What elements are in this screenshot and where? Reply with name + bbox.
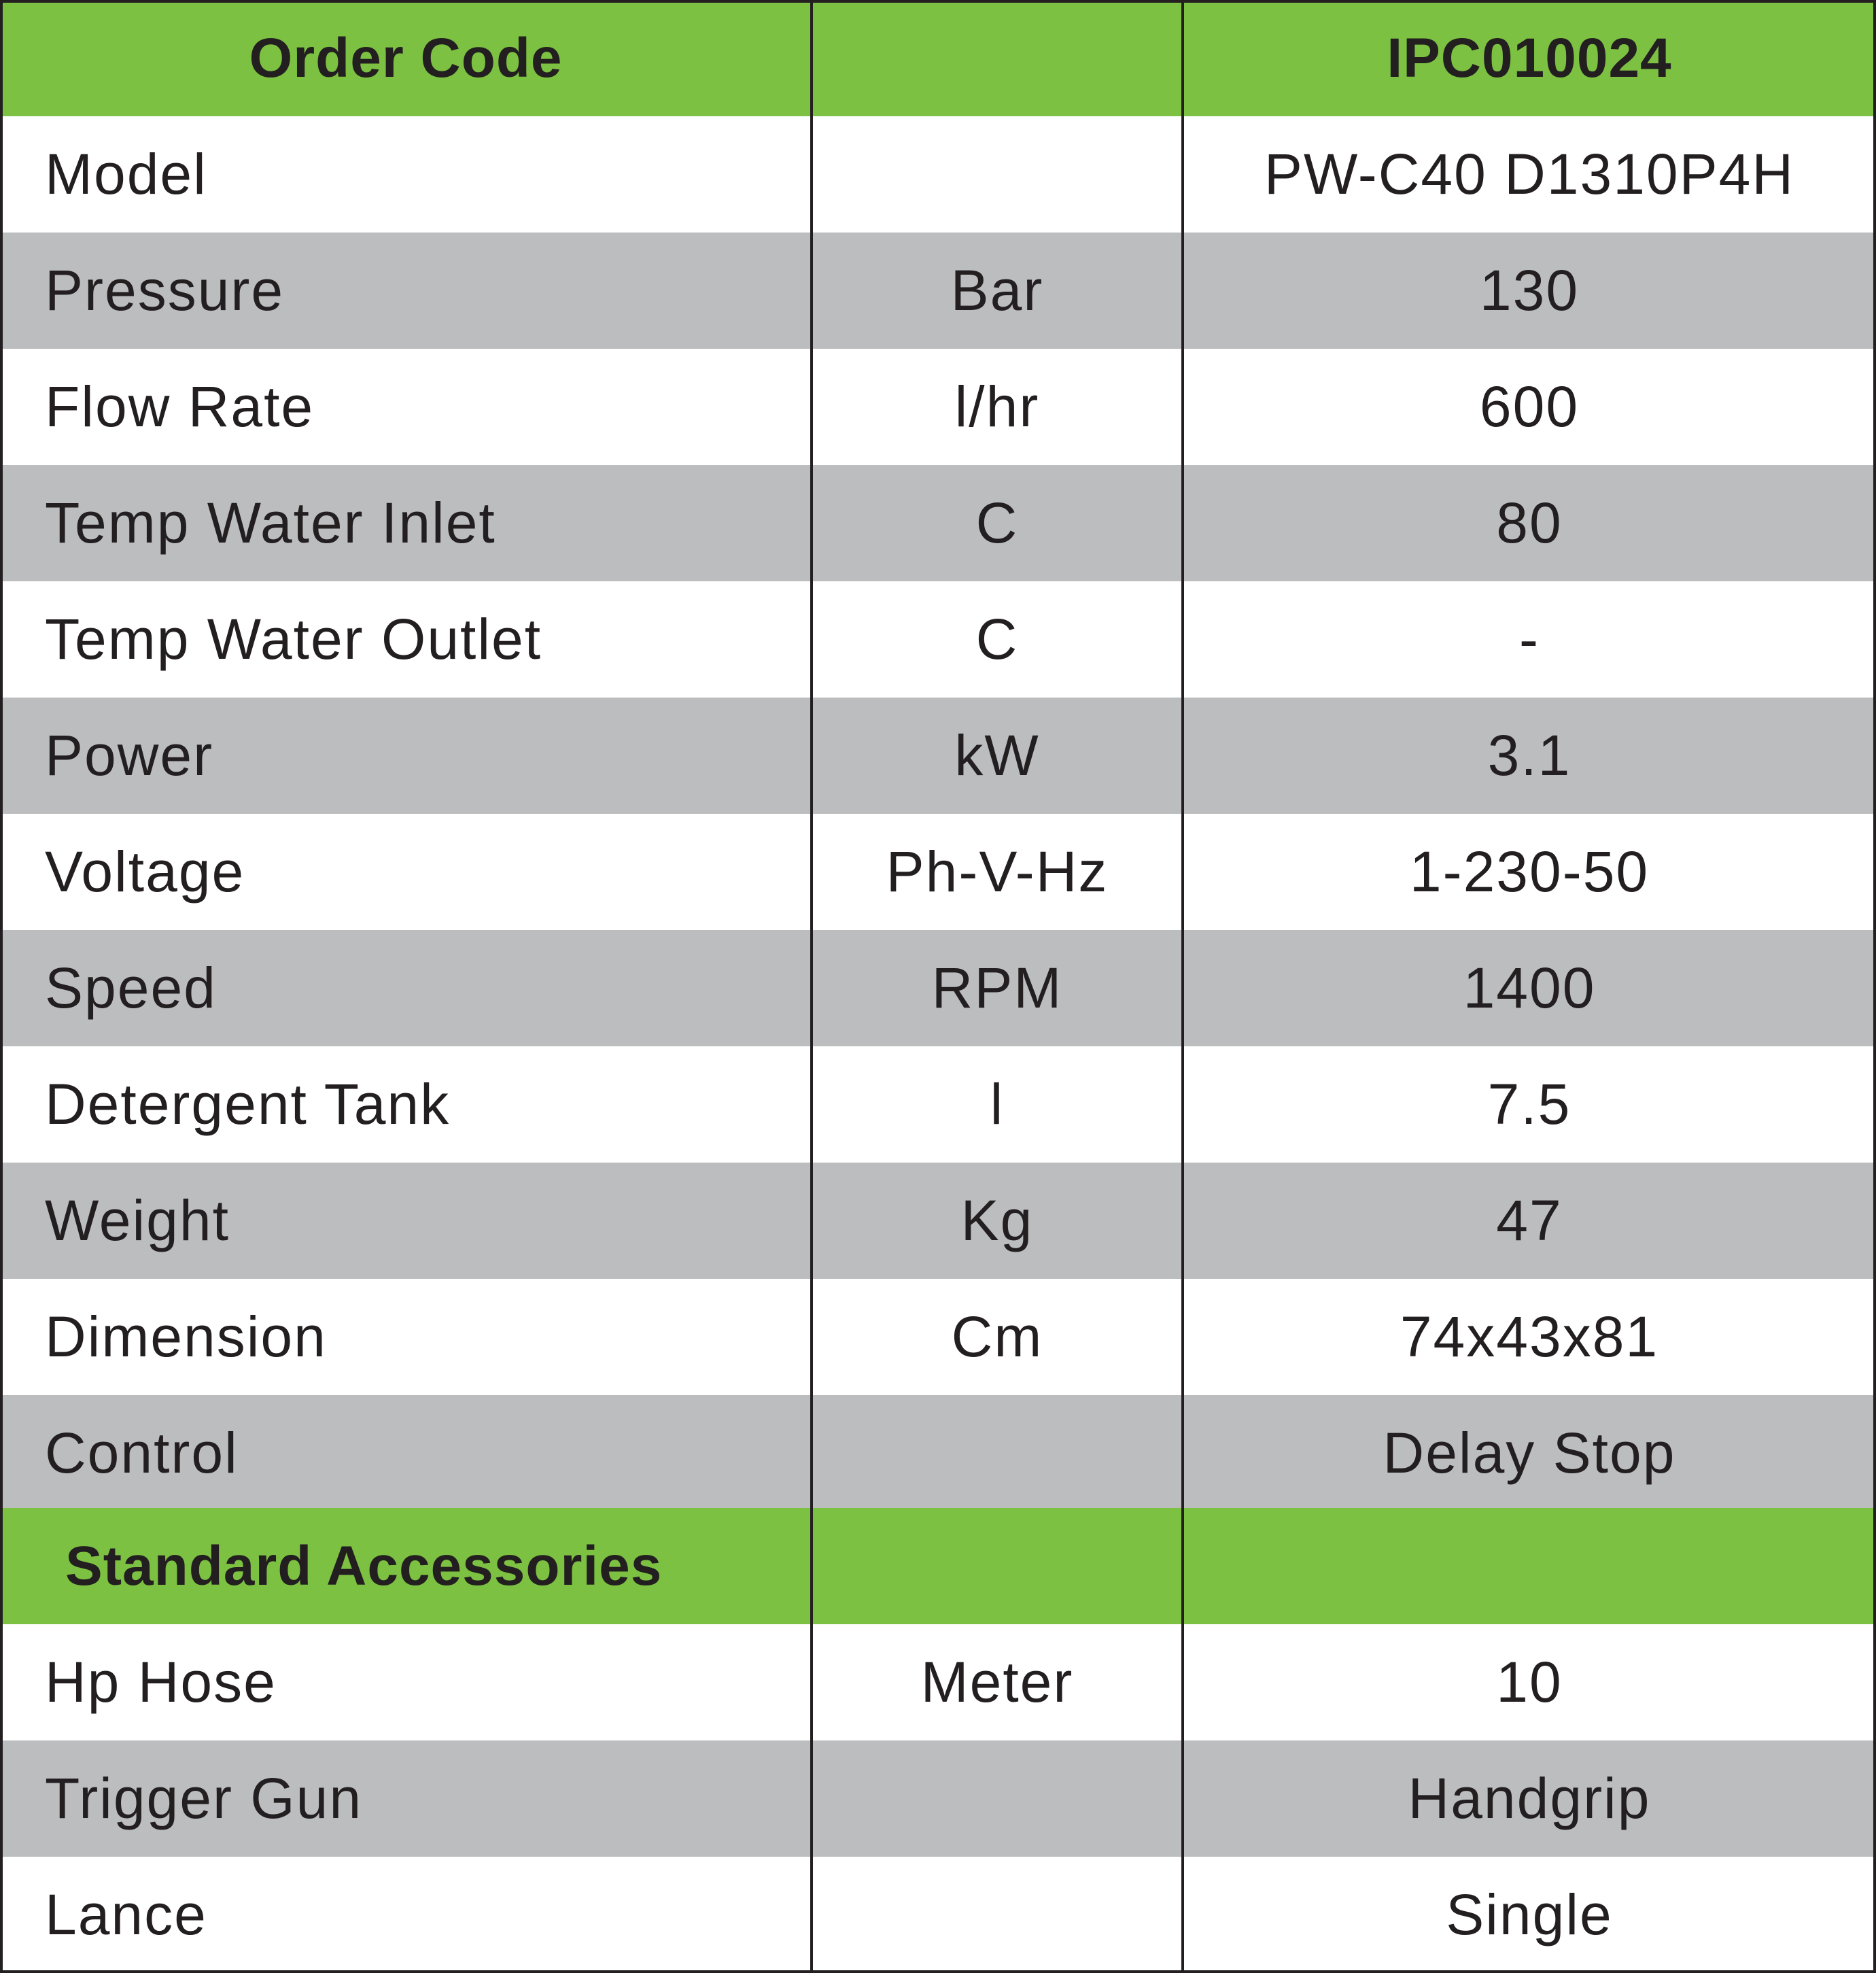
spec-unit: C (975, 607, 1019, 671)
accessory-unit: Meter (920, 1650, 1074, 1714)
spec-value: Delay Stop (1383, 1421, 1676, 1485)
spec-label: Model (45, 142, 207, 206)
table-row-trigger-gun (0, 1740, 1876, 1857)
accessory-unit (812, 1740, 1183, 1857)
table-row-power (0, 698, 1876, 814)
table-row-hp-hose (0, 1624, 1876, 1740)
spec-unit (812, 1395, 1183, 1511)
accessories-section-header (0, 1508, 1876, 1624)
spec-value: 3.1 (1487, 723, 1571, 787)
spec-unit: l/hr (954, 375, 1040, 439)
spec-label: Temp Water Outlet (45, 607, 542, 671)
accessory-value: 10 (1496, 1650, 1563, 1714)
table-border-bottom (0, 1970, 1876, 1973)
spec-label: Speed (45, 956, 217, 1020)
spec-unit: Kg (960, 1188, 1034, 1252)
accessory-value: Handgrip (1408, 1766, 1651, 1830)
table-border-right (1873, 0, 1876, 1973)
spec-unit: Cm (951, 1305, 1043, 1369)
spec-label: Voltage (45, 840, 245, 904)
spec-label: Power (45, 723, 214, 787)
spec-label: Pressure (45, 258, 285, 322)
section-value (1183, 1508, 1876, 1624)
spec-unit: Ph-V-Hz (886, 840, 1109, 904)
spec-value: PW-C40 D1310P4H (1264, 142, 1795, 206)
spec-unit: C (975, 491, 1019, 555)
accessory-unit (812, 1857, 1183, 1973)
order-code-label: Order Code (249, 27, 563, 89)
spec-label: Temp Water Inlet (45, 491, 496, 555)
table-row-lance (0, 1857, 1876, 1973)
table-row-control (0, 1395, 1876, 1511)
spec-label: Flow Rate (45, 375, 315, 439)
spec-value: 74x43x81 (1400, 1305, 1659, 1369)
table-row-temp-water-inlet (0, 465, 1876, 581)
accessory-label: Hp Hose (45, 1650, 277, 1714)
spec-value: - (1519, 607, 1540, 671)
table-row-weight (0, 1163, 1876, 1279)
accessory-label: Lance (45, 1883, 207, 1946)
spec-unit: RPM (931, 956, 1063, 1020)
spec-label: Dimension (45, 1305, 327, 1369)
spec-label: Weight (45, 1188, 230, 1252)
table-header-row (0, 0, 1876, 116)
spec-value: 130 (1479, 258, 1580, 322)
spec-value: 47 (1496, 1188, 1563, 1252)
spec-value: 600 (1479, 375, 1580, 439)
spec-unit: l (990, 1072, 1005, 1136)
column-divider-2 (1181, 0, 1184, 1973)
section-title: Standard Accessories (65, 1534, 663, 1597)
spec-value: 80 (1496, 491, 1563, 555)
order-code-value: IPC010024 (1387, 27, 1672, 89)
table-row-flow-rate (0, 349, 1876, 465)
table-row-dimension (0, 1279, 1876, 1395)
table-row-speed (0, 930, 1876, 1046)
table-row-temp-water-outlet (0, 581, 1876, 698)
spec-label: Detergent Tank (45, 1072, 451, 1136)
spec-value: 1400 (1463, 956, 1596, 1020)
spec-value: 7.5 (1487, 1072, 1571, 1136)
spec-unit: kW (954, 723, 1040, 787)
table-row-model (0, 116, 1876, 233)
table-row-pressure (0, 233, 1876, 349)
table-border-left (0, 0, 3, 1973)
spec-value: 1-230-50 (1409, 840, 1650, 904)
spec-label: Control (45, 1421, 239, 1485)
table-row-voltage (0, 814, 1876, 930)
table-row-detergent-tank (0, 1046, 1876, 1163)
order-code-unit (812, 0, 1183, 116)
column-divider-1 (810, 0, 813, 1973)
spec-unit: Bar (950, 258, 1044, 322)
accessory-label: Trigger Gun (45, 1766, 363, 1830)
section-unit (812, 1508, 1183, 1624)
table-border-top (0, 0, 1876, 3)
accessory-value: Single (1446, 1883, 1613, 1946)
spec-unit (812, 116, 1183, 233)
